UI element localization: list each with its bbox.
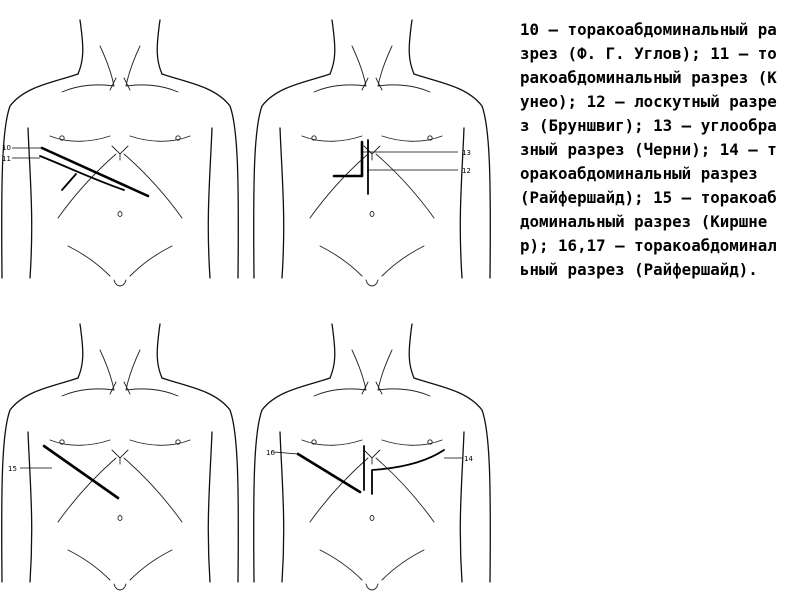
incision-11-branch <box>62 174 76 190</box>
figure-torso-2 <box>252 18 502 290</box>
figure-torso-3 <box>0 322 250 594</box>
incision-13 <box>334 142 362 176</box>
incision-15 <box>44 446 118 498</box>
figure-label: 11 <box>2 155 11 163</box>
incision-16 <box>298 454 360 492</box>
figure-label: 12 <box>462 167 471 175</box>
figure-label: 10 <box>2 144 11 152</box>
figure-label: 14 <box>464 455 473 463</box>
figure-label: 15 <box>8 465 17 473</box>
incision-11 <box>40 156 124 190</box>
incision-10 <box>42 148 148 196</box>
figure-label: 16 <box>266 449 275 457</box>
incision-14 <box>372 450 444 494</box>
figure-caption: 10 — торакоабдоминальный разрез (Ф. Г. Углов); 11 — торакоабдоминальный разрез (Кунео); 12 — лоскутный разрез (Бруншвиг); 13 — углообразный разрез (Черни); 14 — торакоабдоминальный разрез (Райфершайд); 15 — торакоабдоминальный разрез (Киршнер); 16,17 — торакоабдоминальный разрез (Райфершайд). <box>520 20 777 279</box>
figure-label: 13 <box>462 149 471 157</box>
figure-torso-4 <box>252 322 502 594</box>
figure-torso-1 <box>0 18 250 290</box>
